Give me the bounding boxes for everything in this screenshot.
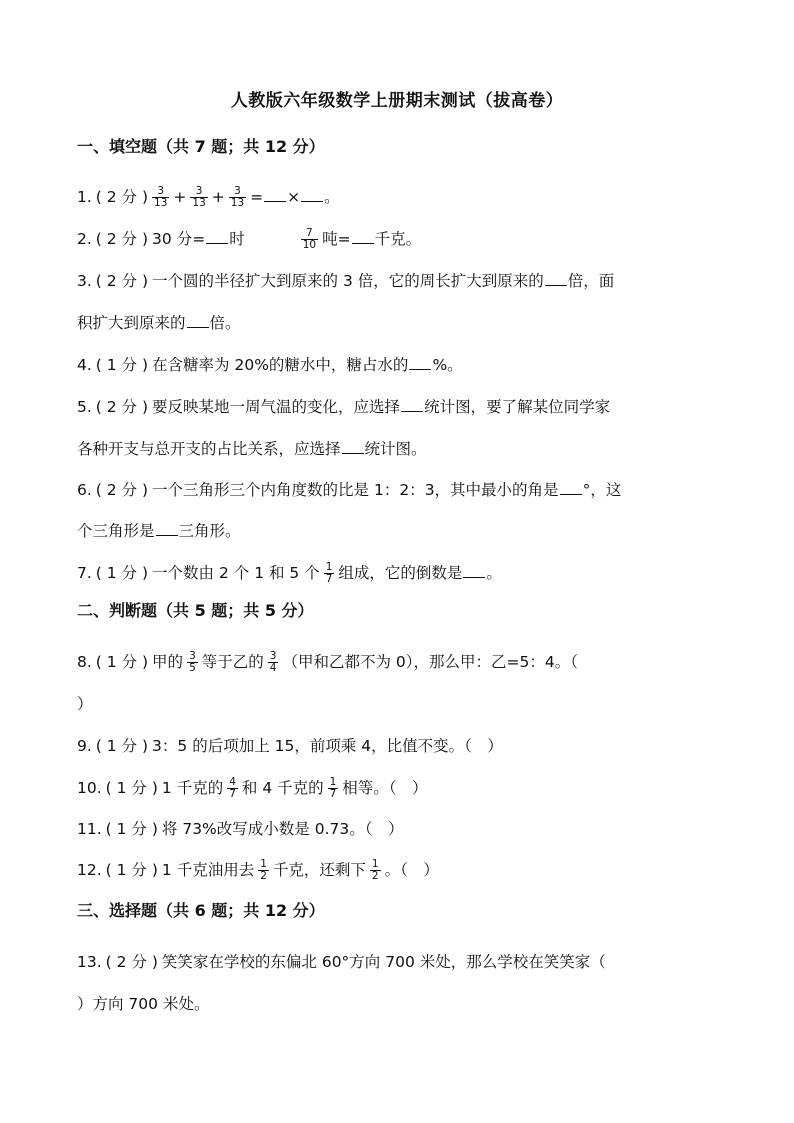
- answer-blank[interactable]: [401, 410, 423, 412]
- question-5-cont: 各种开支与总开支的占比关系，应选择 统计图。: [77, 440, 427, 458]
- question-score: ( 1 分 ): [95, 653, 149, 671]
- answer-blank[interactable]: [545, 284, 567, 286]
- question-number: 6.: [77, 481, 92, 499]
- fraction: $\frac{1}{7}$: [325, 560, 333, 585]
- section-heading-multiple-choice: 三、选择题（共 6 题；共 12 分）: [77, 901, 325, 920]
- question-4: 4. ( 1 分 ) 在含糖率为 20%的糖水中，糖占水的 %。: [77, 356, 463, 374]
- question-score: ( 2 分 ): [95, 230, 149, 248]
- question-score: ( 1 分 ): [105, 861, 158, 879]
- question-number: 5.: [77, 398, 92, 416]
- fraction: $\frac{1}{7}$: [329, 775, 337, 800]
- question-6-cont: 个三角形是 三角形。: [77, 522, 241, 540]
- question-number: 8.: [77, 653, 92, 671]
- question-score: ( 1 分 ): [95, 737, 149, 755]
- question-12: 12. ( 1 分 ) 1 千克油用去 $\frac{1}{2}$ 千克，还剩下 $\frac{1}{2}$ 。（ ）: [77, 857, 439, 882]
- question-number: 4.: [77, 356, 92, 374]
- question-score: ( 1 分 ): [105, 820, 158, 838]
- answer-blank[interactable]: [187, 326, 209, 328]
- question-number: 10.: [77, 779, 102, 797]
- fraction: $\frac{3}{5}$: [189, 649, 196, 674]
- question-8-cont: ）: [77, 695, 93, 713]
- fraction: $\frac{3}{13}$: [154, 184, 168, 209]
- fraction: $\frac{4}{7}$: [229, 775, 236, 800]
- fraction: $\frac{3}{13}$: [230, 184, 245, 209]
- question-1: 1. ( 2 分 ) $\frac{3}{13}$ + $\frac{3}{13}$ + $\frac{3}{13}$ = × 。: [77, 184, 340, 209]
- question-10: 10. ( 1 分 ) 1 千克的 $\frac{4}{7}$ 和 4 千克的 $\frac{1}{7}$ 相等。（ ）: [77, 775, 428, 800]
- question-number: 3.: [77, 272, 92, 290]
- fraction: $\frac{7}{10}$: [302, 226, 317, 251]
- question-number: 11.: [77, 820, 102, 838]
- question-score: ( 1 分 ): [105, 779, 158, 797]
- question-6: 6. ( 2 分 ) 一个三角形三个内角度数的比是 1：2：3，其中最小的角是 °，这: [77, 481, 622, 499]
- question-3-cont: 积扩大到原来的 倍。: [77, 314, 241, 332]
- question-number: 13.: [77, 953, 102, 971]
- fraction: $\frac{1}{2}$: [260, 857, 267, 882]
- question-2: 2. ( 2 分 ) 30 分= 时 $\frac{7}{10}$ 吨= 千克。: [77, 226, 422, 251]
- answer-blank[interactable]: [463, 576, 485, 578]
- question-5: 5. ( 2 分 ) 要反映某地一周气温的变化，应选择 统计图，要了解某位同学家: [77, 398, 611, 416]
- question-score: ( 2 分 ): [95, 398, 149, 416]
- answer-blank[interactable]: [352, 242, 374, 244]
- exam-title: 人教版六年级数学上册期末测试（拔高卷）: [230, 91, 564, 111]
- question-score: ( 2 分 ): [95, 272, 149, 290]
- answer-blank[interactable]: [560, 493, 582, 495]
- question-11: 11. ( 1 分 ) 将 73%改写成小数是 0.73。（ ）: [77, 820, 404, 838]
- section-heading-true-false: 二、判断题（共 5 题；共 5 分）: [77, 601, 314, 620]
- question-13-cont: ）方向 700 米处。: [77, 995, 210, 1013]
- question-13: 13. ( 2 分 ) 笑笑家在学校的东偏北 60°方向 700 米处，那么学校在笑笑家（: [77, 953, 606, 971]
- question-8: 8. ( 1 分 ) 甲的 $\frac{3}{5}$ 等于乙的 $\frac{3}{4}$ （甲和乙都不为 0），那么甲：乙=5：4。（: [77, 649, 578, 674]
- question-score: ( 2 分 ): [95, 188, 149, 206]
- answer-blank[interactable]: [206, 242, 228, 244]
- section-heading-fill-in: 一、填空题（共 7 题；共 12 分）: [77, 137, 325, 156]
- question-number: 2.: [77, 230, 92, 248]
- answer-blank[interactable]: [409, 368, 431, 370]
- question-score: ( 2 分 ): [105, 953, 158, 971]
- question-7: 7. ( 1 分 ) 一个数由 2 个 1 和 5 个 $\frac{1}{7}$ 组成，它的倒数是 。: [77, 560, 502, 585]
- answer-blank[interactable]: [264, 200, 286, 202]
- answer-blank[interactable]: [301, 200, 323, 202]
- fraction: $\frac{3}{13}$: [192, 184, 206, 209]
- question-number: 7.: [77, 564, 92, 582]
- question-score: ( 1 分 ): [95, 356, 149, 374]
- question-3: 3. ( 2 分 ) 一个圆的半径扩大到原来的 3 倍，它的周长扩大到原来的 倍，面: [77, 272, 615, 290]
- question-number: 9.: [77, 737, 92, 755]
- fraction: $\frac{1}{2}$: [371, 857, 379, 882]
- question-9: 9. ( 1 分 ) 3：5 的后项加上 15，前项乘 4，比值不变。（ ）: [77, 737, 503, 755]
- question-score: ( 2 分 ): [95, 481, 149, 499]
- question-number: 1.: [77, 188, 92, 206]
- answer-blank[interactable]: [342, 452, 364, 454]
- fraction: $\frac{3}{4}$: [269, 649, 277, 674]
- question-number: 12.: [77, 861, 102, 879]
- question-score: ( 1 分 ): [95, 564, 149, 582]
- answer-blank[interactable]: [156, 534, 178, 536]
